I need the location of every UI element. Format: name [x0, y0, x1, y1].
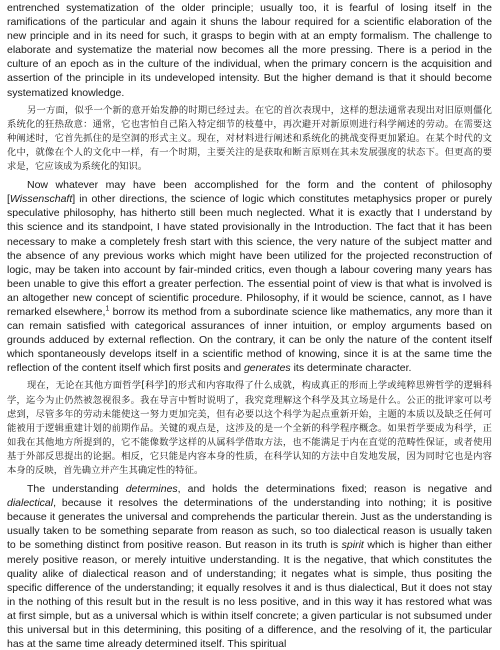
paragraph-zh-2	[7, 379, 492, 478]
text-run: ] in other directions, the science of logic which constitutes metaphysics proper or purely speculative philosophy, has hitherto still been much neglected. What it is exactly that I understand by this science and its standpoint, I have stated provisionally in the Introduction. The fact that it has been necessary to make a completely fresh start with this science, the very nature of the subject matter and the absence of any previous works which might have been utilized for the projected reconstruction of logic, may be taken into account by fair-minded critics, even though a labour covering many years has been unable to give this effort a greater perfection. The essential point of view is that what is involved is an altogether new concept of scientific procedure. Philosophy, if it would be science, cannot, as I have remarked elsewhere,	[7, 193, 492, 318]
text-run: its determinate character.	[290, 362, 412, 375]
text-run: , and holds the determinations fixed; reason is negative and	[177, 483, 492, 496]
text-run: borrow its method from a subordinate science like mathematics, any more than it can remain satisfied with categorical assurances of inner intuition, or employ arguments based on grounds adduced by external reflection. On the contrary, it can be only the nature of the content itself which spontaneously develops itself in a scientific method of knowing, since it is at the same time the reflection of the content itself which first posits and	[7, 305, 492, 375]
text-run: 另一方面，似乎一个新的意开始发静的时期已经过去。在它的首次表现中，这样的想法通常表现出对旧原则僵化系统化的狂热敌意：通常，它也害怕自己陷入特定细节的枝蔓中，再次避开对新原则进行科学阐述的劳动。在需要这种阐述时，它首先抓住的是空洞的形式主义。现在，对材料进行阐述和系统化的挑战变得更加紧迫。在某个时代的文化中，就像在个人的文化中一样，有一个时期，主要关注的是获取和断言原则在其未发展强度的状态下。但更高的要求是，它应该成为系统化的知识。	[7, 104, 492, 173]
paragraph-en-3	[7, 482, 492, 650]
footnote-marker[interactable]: 1	[105, 305, 110, 313]
text-run: , because it resolves the determinations of the understanding into nothing; it is positive because it generates the universal and comprehends the particular therein. Just as the understanding is usually taken to be something separate from reason as such, so too dialectical reason is usually taken to be something distinct from positive reason. But reason in its truth is	[7, 497, 492, 552]
italic-term: Wissenschaft	[9, 193, 73, 206]
italic-term: generates	[243, 362, 291, 375]
italic-term: dialectical	[7, 497, 54, 510]
italic-term: determines	[125, 483, 178, 496]
text-run: which is higher than either merely positive reason, or merely intuitive understanding. It is the negative, that which constitutes the quality alike of dialectical reason and of understanding; it negates what is simple, thus positing the specific difference of the understanding; it equally resolves it and is thus dialectical, But it does not stay in the nothing of this result but in the result is no less positive, and in this way it has restored what was at first simple, but as a universal which is within itself concrete; a given particular is not subsumed under this universal but in this determining, this positing of a difference, and the resolving of it, the particular has at the same time already determined itself. This spiritual	[7, 539, 492, 650]
italic-term: spirit	[341, 539, 364, 552]
text-run: The understanding	[27, 483, 126, 496]
paragraph-zh-1	[7, 104, 492, 174]
text-run: entrenched systematization of the older principle; usually too, it is fearful of losing itself in the ramifications of the particular and again it shuns the labour required for a scientific elaboration of the new principle and in its need for such, it grasps to begin with at an empty formalism. The challenge to elaborate and systematize the material now becomes all the more pressing. There is a period in the culture of an epoch as in the culture of the individual, when the primary concern is the acquisition and assertion of the principle in its undeveloped intensity. But the higher demand is that it should become systematized knowledge.	[7, 2, 492, 99]
text-run: 现在，无论在其他方面哲学[科学]的形式和内容取得了什么成就，构成真正的形而上学或纯粹思辨哲学的逻辑科学，迄今为止仍然被忽视很多。我在导言中暂时说明了，我究竟理解这个科学及其立场是什么。公正的批评家可以考虑到，尽管多年的劳动未能使这一努力更加完美，但有必要以这个科学为起点重新开始，主题的本质以及缺乏任何可能被用于逻辑重建计划的前期作品。关键的观点是，这涉及的是一个全新的科学程序概念。如果哲学要成为科学，正如我在其他地方所提到的，它不能像数学这样的从属科学借取方法，也不能满足于内在直觉的范畴性保证，或者使用基于外部反思提出的论据。相反，它只能是内容本身的性质，在科学认知的方法中自发地发展，因为同时它也是内容本身的反映，首先确立并产生其确定性的特征。	[7, 380, 492, 476]
text-run: Now whatever may have been accomplished for the form and the content of philosophy [	[7, 179, 492, 206]
paragraph-en-1	[7, 1, 492, 100]
paragraph-en-2	[7, 178, 492, 375]
